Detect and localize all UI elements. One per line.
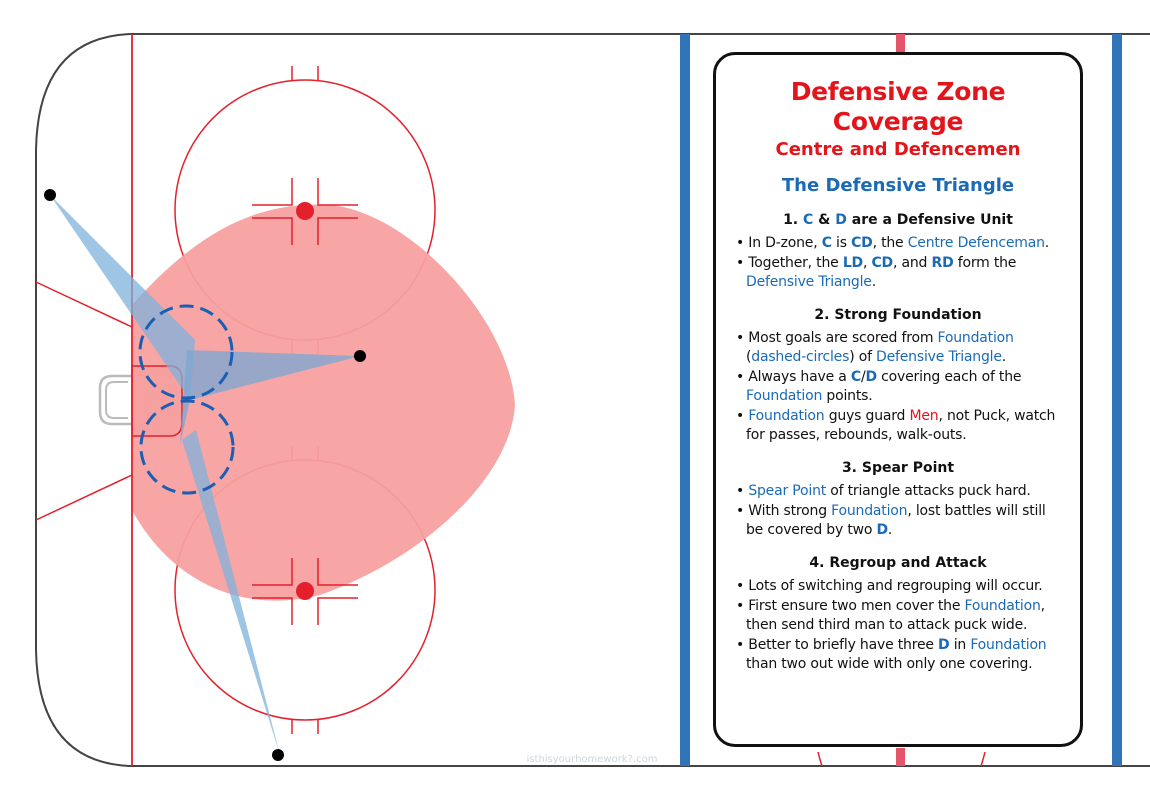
player-dot-left-wing [44, 189, 56, 201]
section-2-bullet-1: • Most goals are scored from Foundation (dashed-circles) of Defensive Triangle. [736, 330, 1014, 365]
section-4-bullet-3: • Better to briefly have three D in Foundation than two out wide with only one covering. [736, 637, 1047, 672]
centre-red-line-top [896, 34, 905, 52]
section-4-title: 4. Regroup and Attack [809, 555, 987, 571]
section-1-title: 1. C & D are a Defensive Unit [783, 212, 1013, 228]
card-heading: The Defensive Triangle [781, 175, 1015, 196]
goal-net [100, 376, 132, 424]
faceoff-dot-top [296, 202, 314, 220]
section-3-title: 3. Spear Point [841, 460, 955, 476]
card-title: Defensive Zone Coverage [790, 77, 1006, 136]
faceoff-dot-bottom [296, 582, 314, 600]
section-2-title: 2. Strong Foundation [814, 307, 982, 323]
centre-red-line-bottom [896, 748, 905, 766]
section-1-bullet-2: • Together, the LD, CD, and RD form the Defensive Triangle. [736, 255, 1017, 290]
section-4-bullet-1: • Lots of switching and regrouping will occur. [736, 578, 1043, 594]
card-subtitle: Centre and Defencemen [775, 139, 1021, 160]
section-3-bullet-1: • Spear Point of triangle attacks puck hard. [736, 483, 1031, 499]
player-dot-point [354, 350, 366, 362]
defensive-zone-area [132, 205, 515, 601]
info-card [713, 52, 1083, 747]
section-3-bullet-2: • With strong Foundation, lost battles will still be covered by two D. [736, 503, 1046, 538]
blue-line-left [680, 34, 690, 766]
blue-line-right [1112, 34, 1122, 766]
section-4-bullet-2: • First ensure two men cover the Foundation, then send third man to attack puck wide. [736, 598, 1045, 633]
watermark: isthisyourhomework?.com [526, 754, 658, 765]
crease-line-lower [36, 475, 132, 520]
section-2-bullet-3: • Foundation guys guard Men, not Puck, watch for passes, rebounds, walk-outs. [736, 408, 1056, 443]
player-dot-corner [272, 749, 284, 761]
section-2-bullet-2: • Always have a C/D covering each of the Foundation points. [736, 369, 1022, 404]
section-1-bullet-1: • In D-zone, C is CD, the Centre Defenceman. [736, 235, 1050, 251]
